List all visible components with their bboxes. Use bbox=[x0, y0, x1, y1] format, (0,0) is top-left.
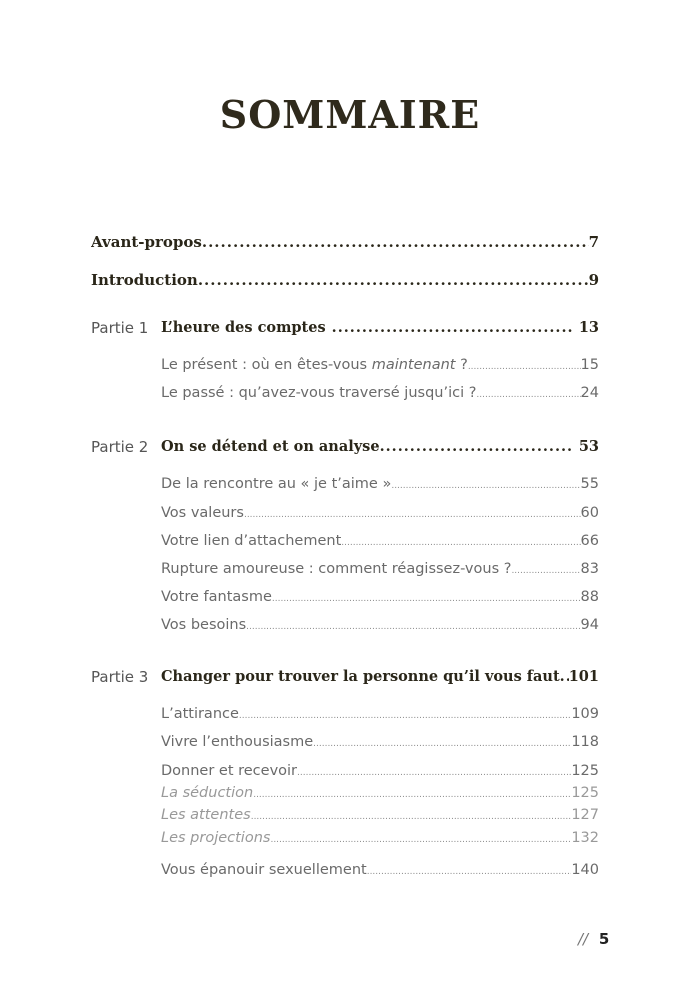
toc-entry-page: 132 bbox=[571, 830, 599, 846]
toc-subentry[interactable] bbox=[161, 807, 599, 823]
toc-part-1[interactable] bbox=[161, 319, 599, 336]
toc-part-page: 101 bbox=[568, 668, 599, 685]
toc-entry-page: 125 bbox=[571, 785, 599, 801]
dot-leader bbox=[468, 362, 581, 372]
toc-entry-page: 55 bbox=[580, 476, 599, 492]
dot-leader bbox=[313, 739, 571, 749]
toc-entry-page: 15 bbox=[580, 357, 599, 373]
toc-entry-label: Vos besoins bbox=[161, 617, 247, 633]
toc-part-title: On se détend et on analyse bbox=[161, 438, 380, 455]
toc-entry-label: Vivre l’enthousiasme bbox=[161, 734, 314, 750]
dot-leader bbox=[239, 711, 571, 721]
toc-entry-label: Donner et recevoir bbox=[161, 763, 298, 779]
toc-entry-label: De la rencontre au « je t’aime » bbox=[161, 476, 392, 492]
dot-leader bbox=[270, 835, 571, 845]
dot-leader bbox=[297, 768, 571, 778]
dot-leader bbox=[367, 867, 572, 877]
dot-leader bbox=[511, 566, 580, 576]
toc-entry-label: Avant-propos bbox=[91, 233, 202, 251]
toc-entry[interactable] bbox=[161, 385, 599, 401]
toc-entry-label: Vos valeurs bbox=[161, 505, 244, 521]
dot-leader bbox=[246, 622, 580, 632]
toc-entry-page: 140 bbox=[571, 862, 599, 878]
dot-leader bbox=[251, 812, 572, 822]
toc-entry-label: Les attentes bbox=[161, 807, 251, 823]
toc-part-2[interactable] bbox=[161, 438, 599, 455]
toc-entry[interactable] bbox=[161, 476, 599, 492]
dot-leader bbox=[341, 538, 580, 548]
toc-entry-page: 60 bbox=[580, 505, 599, 521]
toc-entry[interactable] bbox=[161, 589, 599, 605]
toc-entry-page: 83 bbox=[580, 561, 599, 577]
dot-leader bbox=[272, 594, 581, 604]
toc-part-page: 13 bbox=[578, 319, 599, 336]
page-title: SOMMAIRE bbox=[219, 92, 481, 137]
dot-leader bbox=[380, 438, 573, 455]
toc-entry-label: Le passé : qu’avez-vous traversé jusqu’ici ? bbox=[161, 385, 477, 401]
toc-entry[interactable] bbox=[161, 763, 599, 779]
dot-leader bbox=[253, 790, 571, 800]
dot-leader bbox=[476, 390, 580, 400]
toc-entry[interactable] bbox=[161, 561, 599, 577]
toc-entry-page: 7 bbox=[588, 233, 599, 251]
toc-entry[interactable] bbox=[161, 533, 599, 549]
toc-entry[interactable] bbox=[161, 617, 599, 633]
toc-entry-page: 109 bbox=[571, 706, 599, 722]
page-footer bbox=[578, 930, 609, 948]
toc-entry-label: Introduction bbox=[91, 271, 198, 289]
dot-leader bbox=[332, 319, 573, 336]
toc-entry-page: 125 bbox=[571, 763, 599, 779]
toc-entry-page: 118 bbox=[571, 734, 599, 750]
toc-entry-page: 127 bbox=[571, 807, 599, 823]
toc-entry-label: Le présent : où en êtes-vous maintenant ? bbox=[161, 357, 468, 373]
toc-entry-label: La séduction bbox=[161, 785, 254, 801]
toc-entry-label: Rupture amoureuse : comment réagissez-vous ? bbox=[161, 561, 512, 577]
toc-entry-label: Votre lien d’attachement bbox=[161, 533, 342, 549]
toc-part-page: 53 bbox=[578, 438, 599, 455]
toc-entry[interactable] bbox=[161, 505, 599, 521]
toc-entry[interactable] bbox=[161, 734, 599, 750]
toc-part-3[interactable] bbox=[161, 668, 599, 685]
dot-leader bbox=[391, 481, 580, 491]
toc-entry[interactable] bbox=[161, 357, 599, 373]
toc-entry[interactable] bbox=[161, 862, 599, 878]
toc-entry-label: L’attirance bbox=[161, 706, 239, 722]
dot-leader bbox=[560, 668, 569, 685]
toc-entry-introduction[interactable] bbox=[91, 271, 599, 289]
toc-entry-avant-propos[interactable] bbox=[91, 233, 599, 251]
footer-separator: // bbox=[578, 930, 589, 948]
toc-entry-page: 9 bbox=[588, 271, 599, 289]
part-3-prefix: Partie 3 bbox=[91, 668, 149, 686]
toc-entry-label: Les projections bbox=[161, 830, 271, 846]
part-2-prefix: Partie 2 bbox=[91, 438, 149, 456]
page-number: 5 bbox=[598, 930, 610, 948]
toc-entry-page: 66 bbox=[580, 533, 599, 549]
dot-leader bbox=[202, 233, 589, 251]
toc-entry-page: 94 bbox=[580, 617, 599, 633]
toc-part-title: Changer pour trouver la personne qu’il vous faut bbox=[161, 668, 560, 685]
dot-leader bbox=[244, 510, 581, 520]
toc-subentry[interactable] bbox=[161, 785, 599, 801]
toc-entry-label: Vous épanouir sexuellement bbox=[161, 862, 367, 878]
toc-entry[interactable] bbox=[161, 706, 599, 722]
toc-entry-page: 24 bbox=[580, 385, 599, 401]
toc-subentry[interactable] bbox=[161, 830, 599, 846]
toc-entry-label: Votre fantasme bbox=[161, 589, 272, 605]
toc-entry-page: 88 bbox=[580, 589, 599, 605]
toc-part-title: L’heure des comptes bbox=[161, 319, 326, 336]
dot-leader bbox=[198, 271, 589, 289]
part-1-prefix: Partie 1 bbox=[91, 319, 149, 337]
